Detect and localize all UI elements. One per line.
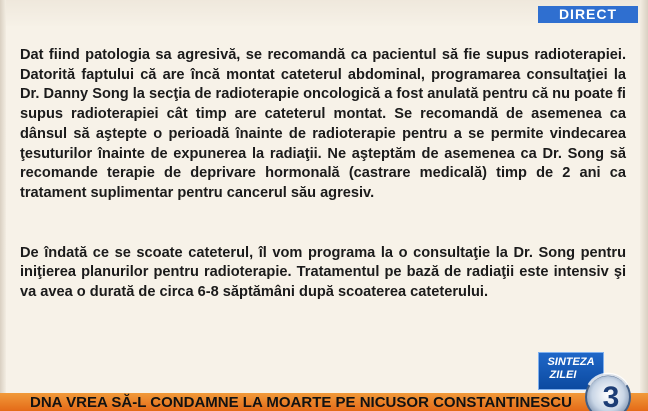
sinteza-label: SINTEZA bbox=[547, 356, 595, 368]
antena3-logo-icon bbox=[577, 367, 639, 411]
document-paragraph-1: Dat fiind patologia sa agresivă, se recomandă ca pacientul să fie supus radioterapiei. Datorită faptului că are încă montat cateterul abdominal, programarea consultaţiei la Dr. Danny Song la secţia de radioterapie oncologică a fost anulată pentru că nu poate fi supus radioterapiei cât timp are cateterul montat. Se recomandă de asemenea ca dânsul să aştepte o perioadă înainte de radioterapie pentru a se permite vindecarea ţesuturilor înainte de expunerea la radiaţii. Ne aşteptăm de asemenea ca Dr. Song să recomande terapie de deprivare hormonală (castrare medicală) timp de 2 ani ca tratament suplimentar pentru cancerul său agresiv. bbox=[20, 47, 626, 201]
logo-number: 3 bbox=[602, 381, 620, 411]
document-paragraph-2: De îndată ce se scoate cateterul, îl vom programa la o consultaţie la Dr. Song pentru iniţierea planurilor pentru radioterapie. Tratamentul pe bază de radiaţii este intensiv şi va avea o durată de circa 6-8 săptămâni după scoaterea cateterului. bbox=[20, 244, 626, 301]
zilei-label: ZILEI bbox=[549, 369, 577, 381]
medical-document-text bbox=[20, 46, 626, 303]
video-frame-left bbox=[0, 0, 6, 411]
ticker-headline: DNA VREA SĂ-L CONDAMNE LA MOARTE PE NICUSOR CONSTANTINESCU bbox=[30, 394, 572, 411]
live-badge: DIRECT bbox=[538, 6, 638, 23]
news-ticker bbox=[0, 393, 648, 411]
video-frame-right bbox=[640, 0, 648, 411]
